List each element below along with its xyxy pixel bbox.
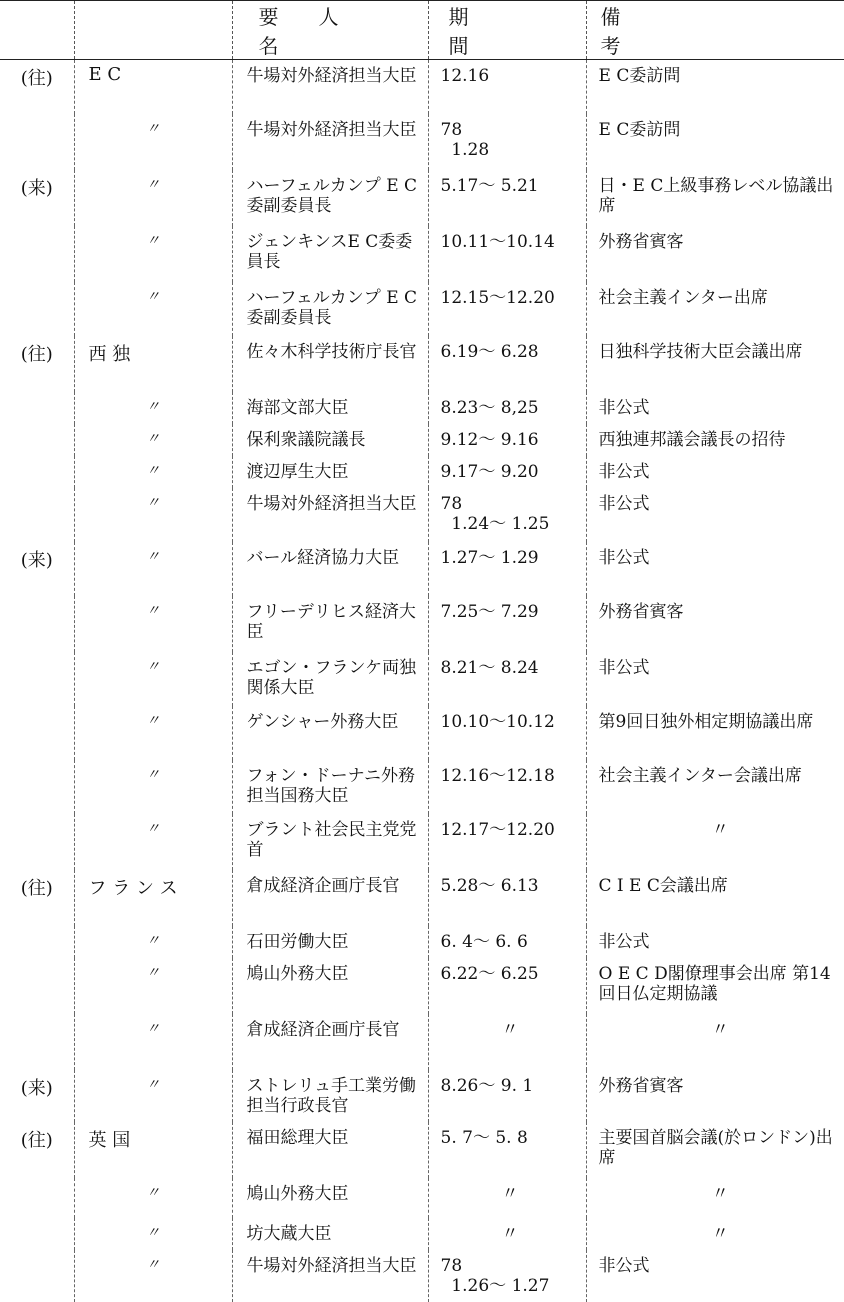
direction-cell xyxy=(0,424,74,456)
notes-cell: O E C D閣僚理事会出席 第14回日仏定期協議 xyxy=(586,958,844,1014)
table-row xyxy=(0,488,844,542)
direction-cell xyxy=(0,1218,74,1250)
table-row xyxy=(0,456,844,488)
notes-cell: 第9回日独外相定期協議出席 xyxy=(586,706,844,760)
table-row xyxy=(0,706,844,760)
period-cell: 6.22～ 6.25 xyxy=(428,958,586,1014)
country-cell: 〃 xyxy=(74,958,232,1014)
person-cell: バール経済協力大臣 xyxy=(232,542,428,596)
table-row xyxy=(0,226,844,282)
header-direction xyxy=(0,1,74,60)
period-cell: 78 1.26～ 1.27 xyxy=(428,1250,586,1302)
period-cell: 8.26～ 9. 1 xyxy=(428,1070,586,1122)
direction-cell xyxy=(0,760,74,814)
country-cell: 〃 xyxy=(74,542,232,596)
person-cell: ハーフェルカンプ E C委副委員長 xyxy=(232,170,428,226)
notes-cell: 主要国首脳会議(於ロンドン)出席 xyxy=(586,1122,844,1178)
person-cell: ストレリュ手工業労働担当行政長官 xyxy=(232,1070,428,1122)
notes-cell: 〃 xyxy=(586,1014,844,1070)
notes-cell: 外務省賓客 xyxy=(586,1070,844,1122)
direction-cell: (往) xyxy=(20,68,53,89)
table-row xyxy=(0,282,844,336)
person-cell: 海部文部大臣 xyxy=(232,392,428,424)
country-cell: 〃 xyxy=(74,170,232,226)
person-cell: 福田総理大臣 xyxy=(232,1122,428,1178)
country-cell: 〃 xyxy=(74,1014,232,1070)
country-cell: 〃 xyxy=(74,114,232,170)
table-row xyxy=(0,1218,844,1250)
table-row xyxy=(0,958,844,1014)
direction-cell: (往) xyxy=(20,877,53,899)
notes-cell: 日・E C上級事務レベル協議出席 xyxy=(586,170,844,226)
table-row xyxy=(0,1250,844,1302)
table-row xyxy=(0,1014,844,1070)
period-cell: 78 1.28 xyxy=(428,114,586,170)
direction-cell: (来) xyxy=(20,177,53,199)
header-period: 期間 xyxy=(428,1,586,60)
period-cell: 10.11～10.14 xyxy=(428,226,586,282)
direction-cell xyxy=(0,814,74,870)
table-row xyxy=(0,424,844,456)
country-cell: 〃 xyxy=(74,488,232,542)
direction-cell: (来) xyxy=(20,1077,53,1099)
country-cell: 〃 xyxy=(74,596,232,652)
country-cell: 〃 xyxy=(74,1178,232,1218)
person-cell: 牛場対外経済担当大臣 xyxy=(232,114,428,170)
period-cell: 12.17～12.20 xyxy=(428,814,586,870)
table-row xyxy=(0,1178,844,1218)
direction-cell xyxy=(0,926,74,958)
period-cell: 8.21～ 8.24 xyxy=(428,652,586,706)
notes-cell: 外務省賓客 xyxy=(586,596,844,652)
period-cell: 12.15～12.20 xyxy=(428,282,586,336)
country-cell: 〃 xyxy=(74,226,232,282)
person-cell: 佐々木科学技術庁長官 xyxy=(232,336,428,392)
direction-cell xyxy=(0,456,74,488)
person-cell: 保利衆議院議長 xyxy=(232,424,428,456)
notes-cell: 〃 xyxy=(586,1218,844,1250)
country-cell: 〃 xyxy=(74,1218,232,1250)
table-row xyxy=(0,542,844,596)
period-cell: 〃 xyxy=(428,1178,586,1218)
direction-cell xyxy=(0,226,74,282)
direction-cell xyxy=(0,652,74,706)
person-cell: 倉成経済企画庁長官 xyxy=(232,1014,428,1070)
country-cell: 〃 xyxy=(74,760,232,814)
header-row xyxy=(0,1,844,60)
person-cell: 牛場対外経済担当大臣 xyxy=(232,1250,428,1302)
period-cell: 8.23～ 8,25 xyxy=(428,392,586,424)
person-cell: フリーデリヒス経済大臣 xyxy=(232,596,428,652)
notes-cell: 社会主義インター出席 xyxy=(586,282,844,336)
person-cell: 牛場対外経済担当大臣 xyxy=(232,60,428,114)
person-cell: ゲンシャー外務大臣 xyxy=(232,706,428,760)
direction-cell: (往) xyxy=(20,343,53,365)
notes-cell: E C委訪問 xyxy=(586,60,844,114)
direction-cell xyxy=(0,596,74,652)
period-cell: 12.16～12.18 xyxy=(428,760,586,814)
table-row xyxy=(0,392,844,424)
person-cell: フォン・ドーナニ外務担当国務大臣 xyxy=(232,760,428,814)
person-cell: 鳩山外務大臣 xyxy=(232,1178,428,1218)
notes-cell: 非公式 xyxy=(586,1250,844,1302)
person-cell: 渡辺厚生大臣 xyxy=(232,456,428,488)
notes-cell: 日独科学技術大臣会議出席 xyxy=(586,336,844,392)
direction-cell xyxy=(0,706,74,760)
period-cell: 7.25～ 7.29 xyxy=(428,596,586,652)
notes-cell: 〃 xyxy=(586,1178,844,1218)
table-row xyxy=(0,170,844,226)
notes-cell: 非公式 xyxy=(586,542,844,596)
country-cell: 〃 xyxy=(74,424,232,456)
direction-cell xyxy=(0,1250,74,1302)
period-cell: 5.28～ 6.13 xyxy=(428,870,586,926)
period-cell: 78 1.24～ 1.25 xyxy=(428,488,586,542)
notes-cell: 西独連邦議会議長の招待 xyxy=(586,424,844,456)
table-row xyxy=(0,1122,844,1178)
notes-cell: 社会主義インター会議出席 xyxy=(586,760,844,814)
notes-cell: 非公式 xyxy=(586,456,844,488)
country-cell: フ ラ ン ス xyxy=(74,870,232,926)
header-country xyxy=(74,1,232,60)
table-row xyxy=(0,652,844,706)
period-cell: 6. 4～ 6. 6 xyxy=(428,926,586,958)
period-cell: 〃 xyxy=(428,1014,586,1070)
country-cell: 〃 xyxy=(74,1070,232,1122)
table-row xyxy=(0,926,844,958)
person-cell: 石田労働大臣 xyxy=(232,926,428,958)
table-row xyxy=(0,870,844,926)
person-cell: 坊大蔵大臣 xyxy=(232,1218,428,1250)
table-row xyxy=(0,114,844,170)
country-cell: 〃 xyxy=(74,1250,232,1302)
period-cell: 〃 xyxy=(428,1218,586,1250)
country-cell: 〃 xyxy=(74,392,232,424)
direction-cell xyxy=(0,1014,74,1070)
notes-cell: C I E C会議出席 xyxy=(586,870,844,926)
person-cell: 鳩山外務大臣 xyxy=(232,958,428,1014)
table-row xyxy=(0,1070,844,1122)
notes-cell: E C委訪問 xyxy=(586,114,844,170)
direction-cell: (来) xyxy=(20,549,53,571)
period-cell: 9.12～ 9.16 xyxy=(428,424,586,456)
direction-cell: (往) xyxy=(20,1129,53,1151)
person-cell: 牛場対外経済担当大臣 xyxy=(232,488,428,542)
person-cell: 倉成経済企画庁長官 xyxy=(232,870,428,926)
period-cell: 5. 7～ 5. 8 xyxy=(428,1122,586,1178)
notes-cell: 非公式 xyxy=(586,926,844,958)
direction-cell xyxy=(0,392,74,424)
direction-cell xyxy=(0,488,74,542)
country-cell: 西 独 xyxy=(74,336,232,392)
table-row xyxy=(0,336,844,392)
person-cell: ブラント社会民主党党首 xyxy=(232,814,428,870)
notes-cell: 外務省賓客 xyxy=(586,226,844,282)
period-cell: 10.10～10.12 xyxy=(428,706,586,760)
direction-cell xyxy=(0,114,74,170)
person-cell: ジェンキンスE C委委員長 xyxy=(232,226,428,282)
direction-cell xyxy=(0,958,74,1014)
notes-cell: 非公式 xyxy=(586,652,844,706)
period-cell: 5.17～ 5.21 xyxy=(428,170,586,226)
table-row xyxy=(0,60,844,114)
country-cell: 〃 xyxy=(74,282,232,336)
person-cell: エゴン・フランケ両独関係大臣 xyxy=(232,652,428,706)
header-name: 要人名 xyxy=(232,1,428,60)
table-row xyxy=(0,814,844,870)
country-cell: 英 国 xyxy=(74,1122,232,1178)
person-cell: ハーフェルカンプ E C委副委員長 xyxy=(232,282,428,336)
table-row xyxy=(0,760,844,814)
period-cell: 6.19～ 6.28 xyxy=(428,336,586,392)
notes-cell: 〃 xyxy=(586,814,844,870)
period-cell: 12.16 xyxy=(428,60,586,114)
country-cell: 〃 xyxy=(74,814,232,870)
direction-cell xyxy=(0,1178,74,1218)
direction-cell xyxy=(0,282,74,336)
period-cell: 9.17～ 9.20 xyxy=(428,456,586,488)
country-cell: E C xyxy=(74,60,232,114)
country-cell: 〃 xyxy=(74,456,232,488)
notes-cell: 非公式 xyxy=(586,488,844,542)
country-cell: 〃 xyxy=(74,706,232,760)
country-cell: 〃 xyxy=(74,652,232,706)
period-cell: 1.27～ 1.29 xyxy=(428,542,586,596)
country-cell: 〃 xyxy=(74,926,232,958)
header-notes: 備考 xyxy=(586,1,844,60)
notes-cell: 非公式 xyxy=(586,392,844,424)
table-row xyxy=(0,596,844,652)
